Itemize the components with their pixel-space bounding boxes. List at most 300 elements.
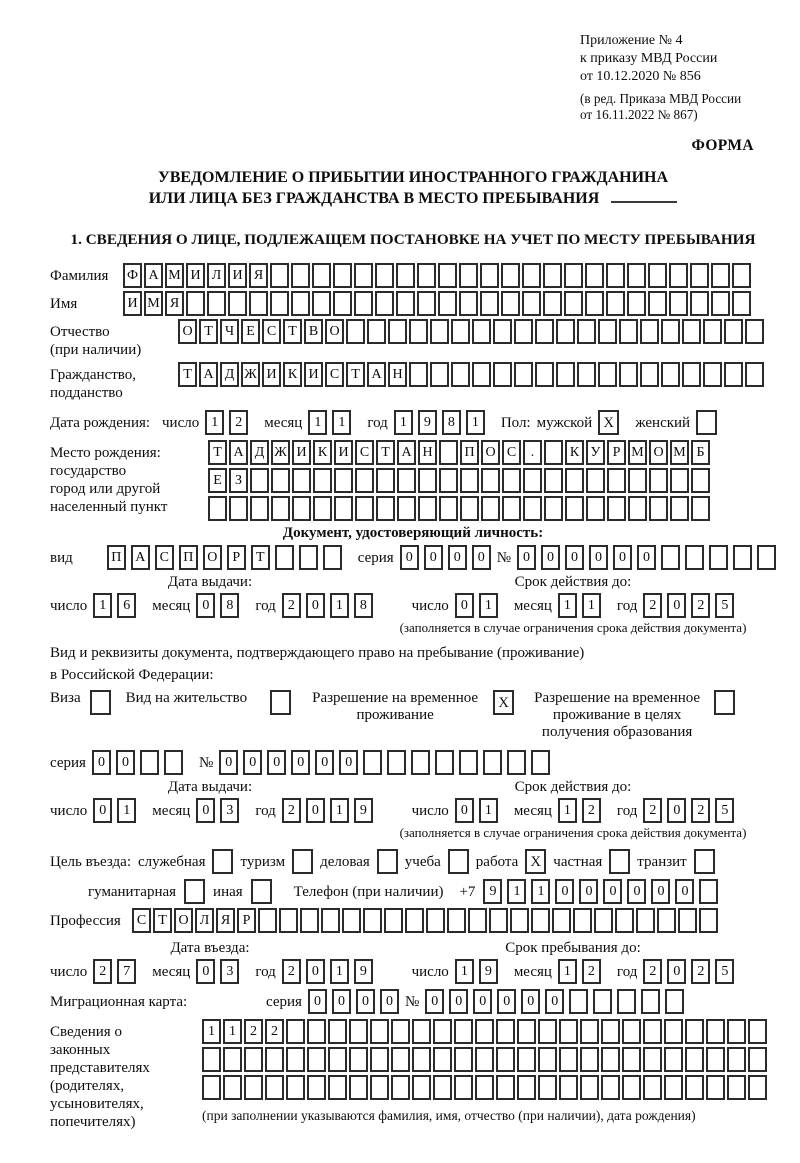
char-cell[interactable]: П xyxy=(107,545,126,570)
char-cell[interactable] xyxy=(355,496,374,521)
char-cell[interactable]: 0 xyxy=(425,989,444,1014)
char-cell[interactable]: 1 xyxy=(479,798,498,823)
char-cell[interactable] xyxy=(354,291,373,316)
char-cell[interactable]: 0 xyxy=(667,798,686,823)
char-cell[interactable]: Т xyxy=(251,545,270,570)
char-cell[interactable] xyxy=(507,750,526,775)
char-cell[interactable]: 0 xyxy=(473,989,492,1014)
char-cell[interactable]: Т xyxy=(199,319,218,344)
char-cell[interactable]: Ж xyxy=(241,362,260,387)
char-cell[interactable] xyxy=(724,319,743,344)
char-cell[interactable] xyxy=(664,1075,683,1100)
char-cell[interactable] xyxy=(451,319,470,344)
char-cell[interactable] xyxy=(459,263,478,288)
char-cell[interactable] xyxy=(685,1075,704,1100)
char-cell[interactable]: 7 xyxy=(117,959,136,984)
char-cell[interactable] xyxy=(313,468,332,493)
char-cell[interactable]: 0 xyxy=(497,989,516,1014)
char-cell[interactable] xyxy=(333,263,352,288)
char-cell[interactable]: 5 xyxy=(715,798,734,823)
char-cell[interactable]: 8 xyxy=(442,410,461,435)
char-cell[interactable] xyxy=(670,468,689,493)
char-cell[interactable] xyxy=(580,1019,599,1044)
char-cell[interactable] xyxy=(522,291,541,316)
char-cell[interactable] xyxy=(435,750,454,775)
sex-male-checkbox[interactable]: X xyxy=(598,410,619,435)
char-cell[interactable]: А xyxy=(397,440,416,465)
char-cell[interactable]: 1 xyxy=(332,410,351,435)
char-cell[interactable]: 1 xyxy=(330,959,349,984)
char-cell[interactable] xyxy=(745,319,764,344)
char-cell[interactable]: А xyxy=(199,362,218,387)
char-cell[interactable] xyxy=(249,291,268,316)
char-cell[interactable] xyxy=(706,1019,725,1044)
char-cell[interactable] xyxy=(430,319,449,344)
char-cell[interactable] xyxy=(627,291,646,316)
char-cell[interactable] xyxy=(523,496,542,521)
char-cell[interactable] xyxy=(531,750,550,775)
char-cell[interactable] xyxy=(622,1019,641,1044)
char-cell[interactable]: 1 xyxy=(202,1019,221,1044)
char-cell[interactable] xyxy=(405,908,424,933)
char-cell[interactable]: 1 xyxy=(558,798,577,823)
char-cell[interactable]: Р xyxy=(607,440,626,465)
char-cell[interactable] xyxy=(334,496,353,521)
char-cell[interactable]: 0 xyxy=(196,593,215,618)
char-cell[interactable]: И xyxy=(292,440,311,465)
char-cell[interactable] xyxy=(271,468,290,493)
char-cell[interactable] xyxy=(685,1047,704,1072)
char-cell[interactable]: 0 xyxy=(306,798,325,823)
char-cell[interactable]: 3 xyxy=(220,959,239,984)
char-cell[interactable] xyxy=(648,263,667,288)
char-cell[interactable] xyxy=(601,1047,620,1072)
char-cell[interactable] xyxy=(286,1019,305,1044)
char-cell[interactable] xyxy=(711,263,730,288)
char-cell[interactable]: А xyxy=(131,545,150,570)
char-cell[interactable] xyxy=(502,496,521,521)
option-residence-permit-checkbox[interactable] xyxy=(270,690,291,715)
char-cell[interactable] xyxy=(577,362,596,387)
char-cell[interactable] xyxy=(727,1047,746,1072)
char-cell[interactable] xyxy=(291,291,310,316)
char-cell[interactable] xyxy=(601,1019,620,1044)
char-cell[interactable] xyxy=(538,1047,557,1072)
char-cell[interactable] xyxy=(607,496,626,521)
char-cell[interactable]: И xyxy=(334,440,353,465)
char-cell[interactable] xyxy=(323,545,342,570)
char-cell[interactable] xyxy=(292,496,311,521)
char-cell[interactable]: 1 xyxy=(93,593,112,618)
char-cell[interactable]: 2 xyxy=(643,798,662,823)
char-cell[interactable] xyxy=(691,496,710,521)
char-cell[interactable] xyxy=(670,496,689,521)
char-cell[interactable] xyxy=(501,263,520,288)
char-cell[interactable] xyxy=(649,496,668,521)
char-cell[interactable] xyxy=(543,291,562,316)
char-cell[interactable]: А xyxy=(229,440,248,465)
char-cell[interactable]: 0 xyxy=(400,545,419,570)
char-cell[interactable]: . xyxy=(523,440,542,465)
char-cell[interactable] xyxy=(292,468,311,493)
char-cell[interactable]: 0 xyxy=(589,545,608,570)
char-cell[interactable]: 1 xyxy=(479,593,498,618)
char-cell[interactable] xyxy=(307,1047,326,1072)
char-cell[interactable]: Я xyxy=(165,291,184,316)
char-cell[interactable] xyxy=(711,291,730,316)
char-cell[interactable] xyxy=(202,1047,221,1072)
char-cell[interactable]: Р xyxy=(237,908,256,933)
option-temp-residence-checkbox[interactable]: X xyxy=(493,690,514,715)
char-cell[interactable] xyxy=(433,1047,452,1072)
purpose-option-checkbox[interactable] xyxy=(251,879,272,904)
char-cell[interactable]: 5 xyxy=(715,959,734,984)
char-cell[interactable]: 1 xyxy=(330,593,349,618)
char-cell[interactable] xyxy=(342,908,361,933)
char-cell[interactable] xyxy=(496,1047,515,1072)
char-cell[interactable] xyxy=(523,468,542,493)
char-cell[interactable]: И xyxy=(304,362,323,387)
char-cell[interactable]: Т xyxy=(178,362,197,387)
char-cell[interactable] xyxy=(223,1047,242,1072)
char-cell[interactable] xyxy=(757,545,776,570)
char-cell[interactable] xyxy=(396,263,415,288)
char-cell[interactable] xyxy=(370,1047,389,1072)
char-cell[interactable] xyxy=(601,1075,620,1100)
char-cell[interactable]: 1 xyxy=(466,410,485,435)
char-cell[interactable] xyxy=(375,263,394,288)
char-cell[interactable] xyxy=(376,496,395,521)
char-cell[interactable] xyxy=(207,291,226,316)
char-cell[interactable] xyxy=(617,989,636,1014)
char-cell[interactable] xyxy=(622,1047,641,1072)
char-cell[interactable] xyxy=(363,908,382,933)
char-cell[interactable] xyxy=(468,908,487,933)
char-cell[interactable] xyxy=(580,1047,599,1072)
char-cell[interactable] xyxy=(307,1075,326,1100)
char-cell[interactable] xyxy=(699,879,718,904)
char-cell[interactable]: 1 xyxy=(531,879,550,904)
char-cell[interactable] xyxy=(367,319,386,344)
char-cell[interactable] xyxy=(409,319,428,344)
char-cell[interactable] xyxy=(270,291,289,316)
char-cell[interactable]: 6 xyxy=(117,593,136,618)
char-cell[interactable] xyxy=(388,319,407,344)
char-cell[interactable]: Я xyxy=(216,908,235,933)
char-cell[interactable] xyxy=(447,908,466,933)
char-cell[interactable]: 2 xyxy=(282,959,301,984)
char-cell[interactable] xyxy=(732,291,751,316)
char-cell[interactable] xyxy=(334,468,353,493)
char-cell[interactable] xyxy=(411,750,430,775)
char-cell[interactable] xyxy=(556,319,575,344)
char-cell[interactable]: Т xyxy=(376,440,395,465)
char-cell[interactable]: 0 xyxy=(555,879,574,904)
char-cell[interactable]: О xyxy=(174,908,193,933)
char-cell[interactable]: О xyxy=(325,319,344,344)
char-cell[interactable] xyxy=(643,1075,662,1100)
char-cell[interactable]: Ч xyxy=(220,319,239,344)
char-cell[interactable] xyxy=(748,1075,767,1100)
char-cell[interactable]: И xyxy=(186,263,205,288)
char-cell[interactable] xyxy=(439,468,458,493)
char-cell[interactable]: О xyxy=(178,319,197,344)
char-cell[interactable]: 1 xyxy=(558,593,577,618)
char-cell[interactable] xyxy=(397,468,416,493)
char-cell[interactable]: А xyxy=(367,362,386,387)
char-cell[interactable]: М xyxy=(165,263,184,288)
char-cell[interactable] xyxy=(577,319,596,344)
char-cell[interactable]: 0 xyxy=(315,750,334,775)
char-cell[interactable] xyxy=(678,908,697,933)
char-cell[interactable]: Р xyxy=(227,545,246,570)
char-cell[interactable] xyxy=(535,319,554,344)
char-cell[interactable] xyxy=(514,362,533,387)
purpose-option-checkbox[interactable] xyxy=(184,879,205,904)
sex-female-checkbox[interactable] xyxy=(696,410,717,435)
purpose-option-checkbox[interactable] xyxy=(212,849,233,874)
char-cell[interactable]: 0 xyxy=(380,989,399,1014)
char-cell[interactable]: 0 xyxy=(306,959,325,984)
char-cell[interactable] xyxy=(690,291,709,316)
char-cell[interactable] xyxy=(586,468,605,493)
char-cell[interactable]: 0 xyxy=(675,879,694,904)
char-cell[interactable] xyxy=(244,1075,263,1100)
char-cell[interactable] xyxy=(475,1075,494,1100)
char-cell[interactable] xyxy=(271,496,290,521)
char-cell[interactable] xyxy=(265,1047,284,1072)
char-cell[interactable] xyxy=(370,1075,389,1100)
char-cell[interactable] xyxy=(459,291,478,316)
char-cell[interactable]: 1 xyxy=(223,1019,242,1044)
char-cell[interactable]: Т xyxy=(208,440,227,465)
char-cell[interactable] xyxy=(745,362,764,387)
char-cell[interactable] xyxy=(299,545,318,570)
char-cell[interactable] xyxy=(328,1019,347,1044)
char-cell[interactable]: 0 xyxy=(92,750,111,775)
char-cell[interactable] xyxy=(439,496,458,521)
char-cell[interactable]: 0 xyxy=(521,989,540,1014)
char-cell[interactable]: Д xyxy=(250,440,269,465)
char-cell[interactable] xyxy=(391,1075,410,1100)
char-cell[interactable]: О xyxy=(203,545,222,570)
char-cell[interactable] xyxy=(409,362,428,387)
char-cell[interactable] xyxy=(501,291,520,316)
char-cell[interactable]: 0 xyxy=(267,750,286,775)
char-cell[interactable] xyxy=(585,291,604,316)
char-cell[interactable]: 0 xyxy=(541,545,560,570)
char-cell[interactable] xyxy=(286,1047,305,1072)
char-cell[interactable]: 0 xyxy=(667,959,686,984)
char-cell[interactable] xyxy=(748,1047,767,1072)
char-cell[interactable]: 0 xyxy=(339,750,358,775)
char-cell[interactable] xyxy=(313,496,332,521)
char-cell[interactable] xyxy=(643,1047,662,1072)
char-cell[interactable]: Л xyxy=(207,263,226,288)
char-cell[interactable] xyxy=(517,1019,536,1044)
char-cell[interactable] xyxy=(552,908,571,933)
char-cell[interactable] xyxy=(412,1019,431,1044)
char-cell[interactable]: 0 xyxy=(565,545,584,570)
char-cell[interactable] xyxy=(682,319,701,344)
char-cell[interactable] xyxy=(607,468,626,493)
char-cell[interactable] xyxy=(606,263,625,288)
char-cell[interactable] xyxy=(682,362,701,387)
char-cell[interactable] xyxy=(619,362,638,387)
char-cell[interactable] xyxy=(164,750,183,775)
char-cell[interactable]: 0 xyxy=(219,750,238,775)
char-cell[interactable]: 0 xyxy=(291,750,310,775)
char-cell[interactable]: С xyxy=(262,319,281,344)
char-cell[interactable]: 1 xyxy=(117,798,136,823)
char-cell[interactable] xyxy=(640,362,659,387)
char-cell[interactable]: 2 xyxy=(582,798,601,823)
char-cell[interactable] xyxy=(291,263,310,288)
char-cell[interactable] xyxy=(186,291,205,316)
char-cell[interactable]: З xyxy=(229,468,248,493)
char-cell[interactable] xyxy=(709,545,728,570)
char-cell[interactable] xyxy=(312,263,331,288)
char-cell[interactable]: К xyxy=(283,362,302,387)
char-cell[interactable] xyxy=(703,319,722,344)
char-cell[interactable]: 8 xyxy=(354,593,373,618)
char-cell[interactable] xyxy=(397,496,416,521)
option-visa-checkbox[interactable] xyxy=(90,690,111,715)
char-cell[interactable] xyxy=(312,291,331,316)
char-cell[interactable] xyxy=(543,263,562,288)
char-cell[interactable]: 0 xyxy=(579,879,598,904)
char-cell[interactable] xyxy=(417,263,436,288)
char-cell[interactable] xyxy=(628,468,647,493)
char-cell[interactable] xyxy=(321,908,340,933)
char-cell[interactable] xyxy=(559,1075,578,1100)
char-cell[interactable] xyxy=(585,263,604,288)
char-cell[interactable]: 0 xyxy=(93,798,112,823)
char-cell[interactable] xyxy=(489,908,508,933)
char-cell[interactable] xyxy=(451,362,470,387)
char-cell[interactable]: О xyxy=(649,440,668,465)
char-cell[interactable] xyxy=(664,1047,683,1072)
char-cell[interactable] xyxy=(279,908,298,933)
char-cell[interactable] xyxy=(586,496,605,521)
char-cell[interactable] xyxy=(569,989,588,1014)
char-cell[interactable] xyxy=(328,1075,347,1100)
char-cell[interactable]: 0 xyxy=(308,989,327,1014)
char-cell[interactable]: Е xyxy=(241,319,260,344)
char-cell[interactable]: П xyxy=(179,545,198,570)
char-cell[interactable]: 0 xyxy=(424,545,443,570)
char-cell[interactable]: 0 xyxy=(545,989,564,1014)
char-cell[interactable]: М xyxy=(670,440,689,465)
char-cell[interactable] xyxy=(286,1075,305,1100)
char-cell[interactable]: 8 xyxy=(220,593,239,618)
char-cell[interactable] xyxy=(496,1019,515,1044)
char-cell[interactable]: В xyxy=(304,319,323,344)
char-cell[interactable] xyxy=(480,263,499,288)
char-cell[interactable] xyxy=(438,291,457,316)
option-temp-residence-education-checkbox[interactable] xyxy=(714,690,735,715)
char-cell[interactable] xyxy=(300,908,319,933)
char-cell[interactable]: С xyxy=(355,440,374,465)
char-cell[interactable] xyxy=(640,319,659,344)
char-cell[interactable] xyxy=(384,908,403,933)
char-cell[interactable] xyxy=(202,1075,221,1100)
char-cell[interactable]: 0 xyxy=(472,545,491,570)
char-cell[interactable] xyxy=(483,750,502,775)
char-cell[interactable]: 0 xyxy=(332,989,351,1014)
purpose-option-checkbox[interactable] xyxy=(448,849,469,874)
char-cell[interactable] xyxy=(522,263,541,288)
char-cell[interactable] xyxy=(748,1019,767,1044)
char-cell[interactable] xyxy=(724,362,743,387)
char-cell[interactable]: Н xyxy=(418,440,437,465)
char-cell[interactable] xyxy=(685,1019,704,1044)
char-cell[interactable] xyxy=(475,1047,494,1072)
char-cell[interactable] xyxy=(475,1019,494,1044)
char-cell[interactable] xyxy=(430,362,449,387)
char-cell[interactable] xyxy=(472,362,491,387)
char-cell[interactable]: Я xyxy=(249,263,268,288)
char-cell[interactable] xyxy=(140,750,159,775)
char-cell[interactable]: Б xyxy=(691,440,710,465)
char-cell[interactable] xyxy=(459,750,478,775)
char-cell[interactable] xyxy=(418,496,437,521)
char-cell[interactable] xyxy=(535,362,554,387)
char-cell[interactable] xyxy=(493,362,512,387)
char-cell[interactable] xyxy=(573,908,592,933)
char-cell[interactable] xyxy=(228,291,247,316)
char-cell[interactable]: И xyxy=(228,263,247,288)
char-cell[interactable] xyxy=(657,908,676,933)
char-cell[interactable]: Ф xyxy=(123,263,142,288)
char-cell[interactable] xyxy=(223,1075,242,1100)
char-cell[interactable] xyxy=(669,291,688,316)
char-cell[interactable] xyxy=(481,468,500,493)
char-cell[interactable] xyxy=(454,1075,473,1100)
char-cell[interactable]: И xyxy=(262,362,281,387)
char-cell[interactable]: 2 xyxy=(265,1019,284,1044)
char-cell[interactable]: 0 xyxy=(627,879,646,904)
char-cell[interactable] xyxy=(258,908,277,933)
char-cell[interactable] xyxy=(229,496,248,521)
char-cell[interactable]: Ж xyxy=(271,440,290,465)
char-cell[interactable]: 0 xyxy=(196,798,215,823)
char-cell[interactable]: 0 xyxy=(196,959,215,984)
char-cell[interactable] xyxy=(691,468,710,493)
char-cell[interactable] xyxy=(375,291,394,316)
char-cell[interactable]: 1 xyxy=(394,410,413,435)
char-cell[interactable] xyxy=(685,545,704,570)
char-cell[interactable] xyxy=(387,750,406,775)
char-cell[interactable] xyxy=(439,440,458,465)
char-cell[interactable] xyxy=(417,291,436,316)
char-cell[interactable]: 1 xyxy=(507,879,526,904)
char-cell[interactable] xyxy=(275,545,294,570)
char-cell[interactable] xyxy=(391,1047,410,1072)
char-cell[interactable]: П xyxy=(460,440,479,465)
char-cell[interactable] xyxy=(433,1075,452,1100)
char-cell[interactable] xyxy=(433,1019,452,1044)
char-cell[interactable] xyxy=(669,263,688,288)
char-cell[interactable] xyxy=(661,545,680,570)
char-cell[interactable] xyxy=(699,908,718,933)
char-cell[interactable]: 0 xyxy=(637,545,656,570)
char-cell[interactable] xyxy=(544,440,563,465)
char-cell[interactable]: 2 xyxy=(691,798,710,823)
char-cell[interactable] xyxy=(649,468,668,493)
char-cell[interactable]: 9 xyxy=(354,959,373,984)
char-cell[interactable]: 0 xyxy=(651,879,670,904)
